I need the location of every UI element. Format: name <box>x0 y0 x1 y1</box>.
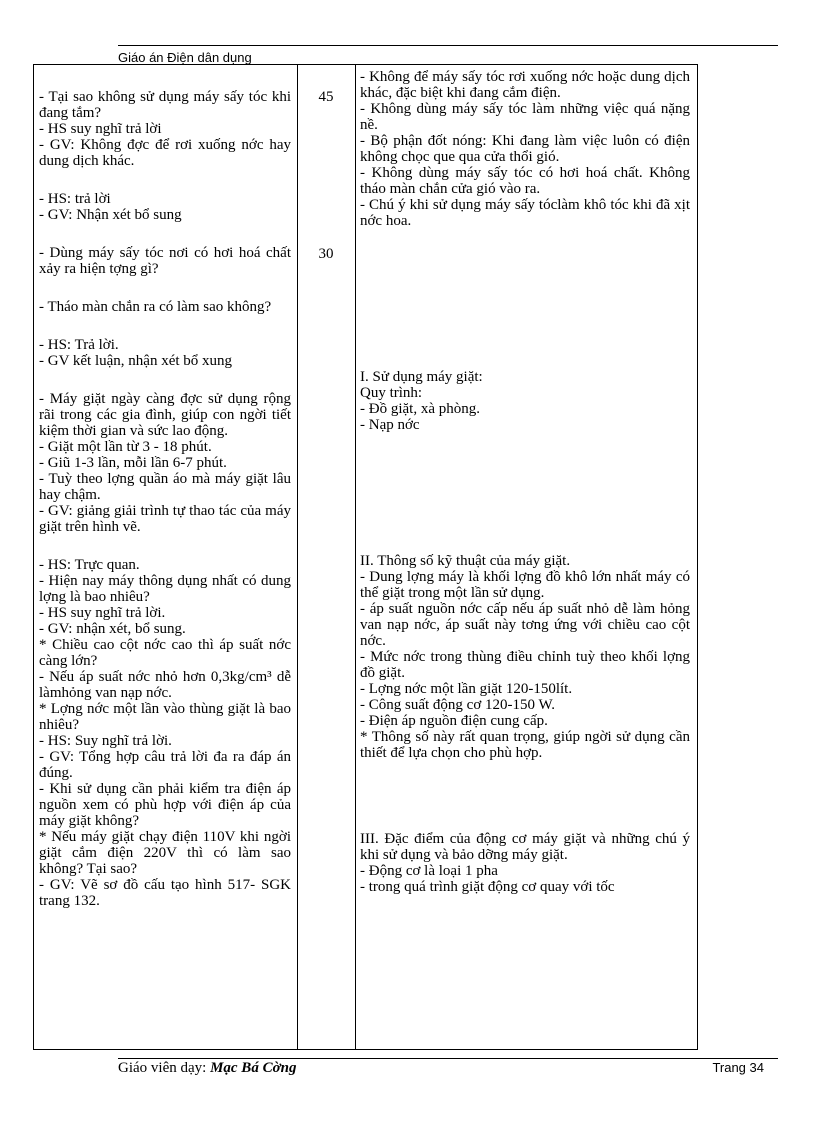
left-paragraph: - GV: Không đợc để rơi xuống nớc hay dung dịch khác. <box>39 137 291 169</box>
column-divider <box>355 65 356 1049</box>
footer-teacher <box>118 1060 296 1077</box>
left-paragraph: - Khi sử dụng cần phải kiểm tra điện áp nguồn xem có phù hợp với điện áp của máy giặt không? <box>39 781 291 829</box>
right-paragraph: * Thông số này rất quan trọng, giúp ngời sử dụng cần thiết để lựa chọn cho phù hợp. <box>360 729 690 761</box>
teacher-label: Giáo viên dạy: <box>118 1060 211 1076</box>
page-number: Trang 34 <box>712 1060 764 1075</box>
right-paragraph: - Điện áp nguồn điện cung cấp. <box>360 713 548 729</box>
right-paragraph: - Không dùng máy sấy tóc làm những việc quá nặng nề. <box>360 101 690 133</box>
right-column <box>360 69 690 895</box>
column-divider <box>297 65 298 1049</box>
left-paragraph: - HS suy nghĩ trả lời. <box>39 605 166 621</box>
left-paragraph: * Chiều cao cột nớc cao thì áp suất nớc càng lớn? <box>39 637 291 669</box>
left-paragraph: - Dùng máy sấy tóc nơi có hơi hoá chất xảy ra hiện tợng gì? <box>39 245 291 277</box>
left-paragraph: - HS: trả lời <box>39 191 111 207</box>
right-paragraph: II. Thông số kỹ thuật của máy giặt. <box>360 553 571 569</box>
right-paragraph: - Lợng nớc một lần giặt 120-150lít. <box>360 681 573 697</box>
right-paragraph: - Động cơ là loại 1 pha <box>360 863 498 879</box>
left-paragraph: - Tại sao không sử dụng máy sấy tóc khi đang tắm? <box>39 89 291 121</box>
right-paragraph: - Không dùng máy sấy tóc có hơi hoá chất. Không tháo màn chắn cửa gió vào ra. <box>360 165 690 197</box>
left-paragraph: - Giũ 1-3 lần, mỗi lần 6-7 phút. <box>39 455 227 471</box>
left-paragraph: - HS: Suy nghĩ trả lời. <box>39 733 172 749</box>
right-paragraph: - Không để máy sấy tóc rơi xuống nớc hoặc dung dịch khác, đặc biệt khi đang cắm điện. <box>360 69 690 101</box>
right-paragraph: - Mức nớc trong thùng điều chỉnh tuỳ theo khối lợng đồ giặt. <box>360 649 690 681</box>
left-paragraph: - HS: Trả lời. <box>39 337 119 353</box>
left-paragraph: - GV kết luận, nhận xét bổ xung <box>39 353 233 369</box>
header-title: Giáo án Điện dân dụng <box>118 50 252 65</box>
right-paragraph: - Dung lợng máy là khối lợng đồ khô lớn nhất máy có thể giặt trong một lần sử dụng. <box>360 569 690 601</box>
right-paragraph: - Công suất động cơ 120-150 W. <box>360 697 556 713</box>
left-paragraph: * Nếu máy giặt chạy điện 110V khi ngời giặt cắm điện 220V thì có làm sao không? Tại sao? <box>39 829 291 877</box>
footer-rule <box>118 1058 778 1059</box>
left-paragraph: - Giặt một lần từ 3 - 18 phút. <box>39 439 212 455</box>
right-paragraph: - Nạp nớc <box>360 417 420 433</box>
left-column <box>39 89 291 909</box>
right-paragraph: III. Đặc điểm của động cơ máy giặt và những chú ý khi sử dụng và bảo dỡng máy giặt. <box>360 831 690 863</box>
teacher-name: Mạc Bá Cờng <box>210 1060 297 1076</box>
left-paragraph: - GV: Nhận xét bổ sung <box>39 207 182 223</box>
left-paragraph: - HS suy nghĩ trả lời <box>39 121 162 137</box>
left-paragraph: - GV: giảng giải trình tự thao tác của máy giặt trên hình vẽ. <box>39 503 291 535</box>
right-paragraph: - Chú ý khi sử dụng máy sấy tóclàm khô tóc khi đã xịt nớc hoa. <box>360 197 690 229</box>
left-paragraph: - GV: nhận xét, bổ sung. <box>39 621 186 637</box>
left-paragraph: - Tuỳ theo lợng quần áo mà máy giặt lâu hay chậm. <box>39 471 291 503</box>
header-rule <box>118 45 778 46</box>
lesson-table <box>33 64 698 1050</box>
left-paragraph: - GV: Vẽ sơ đồ cấu tạo hình 517- SGK trang 132. <box>39 877 291 909</box>
left-paragraph: - Hiện nay máy thông dụng nhất có dung lợng là bao nhiêu? <box>39 573 291 605</box>
right-paragraph: - Bộ phận đốt nóng: Khi đang làm việc luôn có điện không chọc que qua cửa thổi gió. <box>360 133 690 165</box>
time-cell: 45 <box>318 89 334 105</box>
left-paragraph: - HS: Trực quan. <box>39 557 140 573</box>
right-paragraph: - trong quá trình giặt động cơ quay với tốc <box>360 879 615 895</box>
right-paragraph: - Đồ giặt, xà phòng. <box>360 401 480 417</box>
left-paragraph: - Nếu áp suất nớc nhỏ hơn 0,3kg/cm³ dễ làmhỏng van nạp nớc. <box>39 669 291 701</box>
left-paragraph: - Tháo màn chắn ra có làm sao không? <box>39 299 272 315</box>
left-paragraph: - GV: Tổng hợp câu trả lời đa ra đáp án đúng. <box>39 749 291 781</box>
right-paragraph: I. Sử dụng máy giặt: <box>360 369 483 385</box>
left-paragraph: * Lợng nớc một lần vào thùng giặt là bao nhiêu? <box>39 701 291 733</box>
right-paragraph: - áp suất nguồn nớc cấp nếu áp suất nhỏ dễ làm hỏng van nạp nớc, áp suất này tơng ứng với chiều cao cột nớc. <box>360 601 690 649</box>
right-paragraph: Quy trình: <box>360 385 423 401</box>
time-cell: 30 <box>318 246 334 262</box>
left-paragraph: - Máy giặt ngày càng đợc sử dụng rộng rãi trong các gia đình, giúp con ngời tiết kiệm thời gian và sức lao động. <box>39 391 291 439</box>
